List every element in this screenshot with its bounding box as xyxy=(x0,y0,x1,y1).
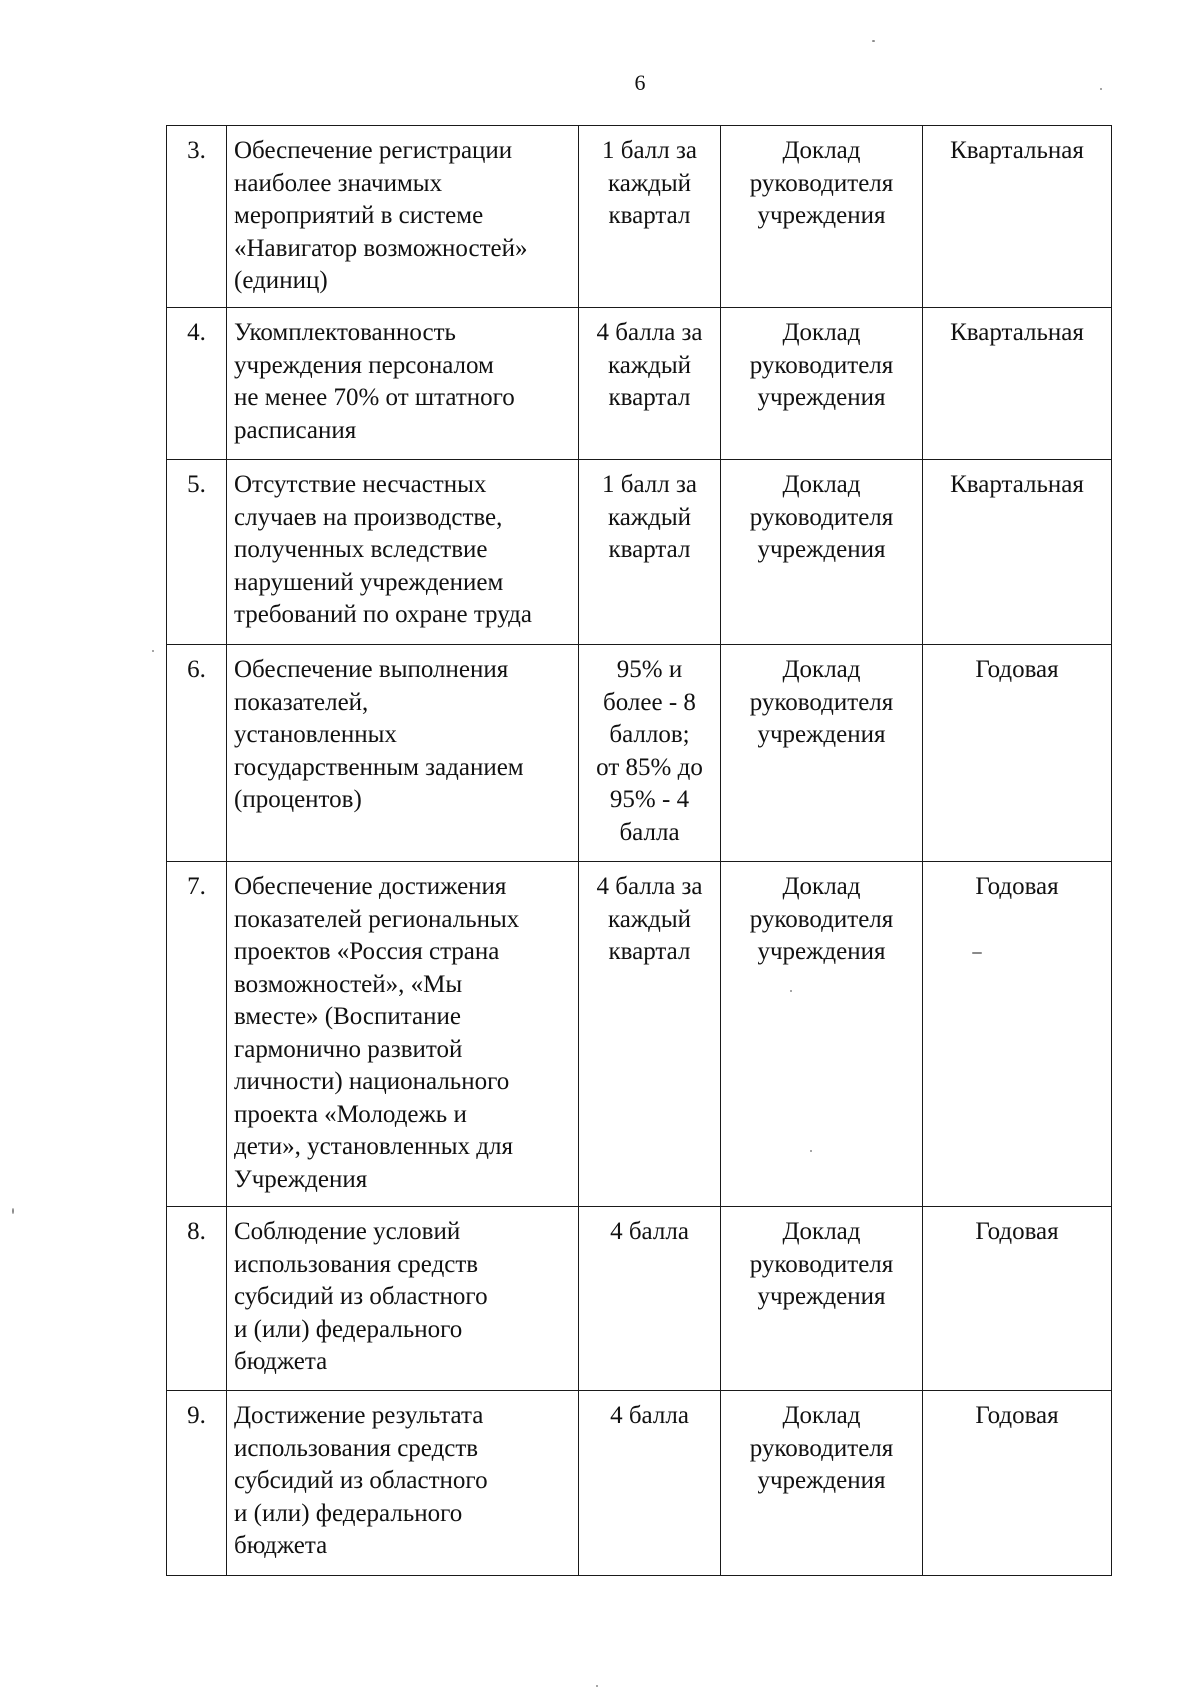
report-line: учреждения xyxy=(757,536,886,563)
description-line: Достижение результата xyxy=(234,1402,484,1429)
description-line: Обеспечение регистрации xyxy=(234,137,513,164)
report-form-cell xyxy=(721,1391,923,1576)
description-line: полученных вследствие xyxy=(234,536,488,563)
criterion-description-cell xyxy=(227,1391,579,1576)
description-line: использования средств xyxy=(234,1250,479,1278)
description-line: Обеспечение выполнения xyxy=(234,656,509,683)
score-line: более - 8 xyxy=(603,688,696,716)
score-cell xyxy=(579,1207,721,1391)
description-line: субсидий из областного xyxy=(234,1467,488,1494)
report-line: Доклад xyxy=(782,471,861,498)
score-cell xyxy=(579,308,721,460)
row-number: 5. xyxy=(187,471,206,498)
criterion-description-cell xyxy=(227,460,579,645)
periodicity: Квартальная xyxy=(950,319,1084,346)
score-cell xyxy=(579,1391,721,1576)
scan-speck xyxy=(810,1150,812,1152)
periodicity: Квартальная xyxy=(950,137,1084,164)
criterion-description-cell xyxy=(227,126,579,308)
scan-speck xyxy=(596,1685,598,1687)
description-line: не менее 70% от штатного xyxy=(234,384,515,411)
table-row xyxy=(167,1207,1112,1391)
table-row xyxy=(167,645,1112,862)
periodicity-cell xyxy=(923,460,1112,645)
report-line: руководителя xyxy=(749,688,894,716)
report-line: учреждения xyxy=(757,384,886,411)
report-line: Доклад xyxy=(782,319,861,346)
row-number: 6. xyxy=(187,656,206,683)
description-line: вместе» (Воспитание xyxy=(234,1003,461,1030)
report-line: Доклад xyxy=(782,1218,861,1245)
periodicity-cell xyxy=(923,126,1112,308)
score-cell xyxy=(579,645,721,862)
row-number-cell xyxy=(167,126,227,308)
report-line: учреждения xyxy=(757,1283,886,1310)
periodicity-cell xyxy=(923,862,1112,1207)
description-line: показателей региональных xyxy=(234,905,520,933)
periodicity-cell xyxy=(923,1391,1112,1576)
score-cell xyxy=(579,460,721,645)
report-line: Доклад xyxy=(782,137,861,164)
report-form-cell xyxy=(721,645,923,862)
row-number-cell xyxy=(167,460,227,645)
row-number-cell xyxy=(167,1391,227,1576)
scan-speck xyxy=(790,990,792,992)
report-line: учреждения xyxy=(757,202,886,229)
row-number: 8. xyxy=(187,1218,206,1245)
periodicity: Годовая xyxy=(975,656,1059,683)
description-line: Обеспечение достижения xyxy=(234,873,507,900)
report-form-cell xyxy=(721,126,923,308)
description-line: установленных xyxy=(234,721,397,748)
description-line: расписания xyxy=(234,416,357,444)
score-line: квартал xyxy=(608,938,691,965)
report-line: учреждения xyxy=(757,721,886,748)
criterion-description-cell xyxy=(227,862,579,1207)
description-line: проекта «Молодежь и xyxy=(234,1100,467,1128)
description-line: и (или) федерального xyxy=(234,1499,463,1527)
description-line: «Навигатор возможностей» xyxy=(234,234,528,262)
report-line: Доклад xyxy=(782,1402,861,1429)
scan-speck xyxy=(12,1208,14,1214)
page-number: 6 xyxy=(634,70,646,95)
periodicity: Квартальная xyxy=(950,471,1084,498)
row-number-cell xyxy=(167,645,227,862)
score-line: 1 балл за xyxy=(602,137,697,164)
score-line: от 85% до xyxy=(596,753,703,781)
score-line: каждый xyxy=(607,503,692,531)
table-row xyxy=(167,308,1112,460)
report-line: учреждения xyxy=(757,1467,886,1494)
score-line: каждый xyxy=(607,351,692,379)
scan-speck xyxy=(872,40,875,42)
description-line: дети», установленных для xyxy=(234,1133,513,1160)
description-line: Укомплектованность xyxy=(234,319,456,346)
table-row xyxy=(167,862,1112,1207)
score-line: 4 балла за xyxy=(596,319,703,346)
score-line: каждый xyxy=(607,169,692,197)
score-cell xyxy=(579,862,721,1207)
report-line: руководителя xyxy=(749,905,894,933)
description-line: мероприятий в системе xyxy=(234,202,484,229)
periodicity: Годовая xyxy=(975,1218,1059,1245)
description-line: (процентов) xyxy=(234,786,362,813)
report-line: учреждения xyxy=(757,938,886,965)
row-number: 7. xyxy=(187,873,206,900)
report-form-cell xyxy=(721,308,923,460)
score-line: 4 балла xyxy=(610,1402,689,1429)
score-line: квартал xyxy=(608,202,691,229)
report-form-cell xyxy=(721,1207,923,1391)
table-row xyxy=(167,460,1112,645)
report-line: Доклад xyxy=(782,873,861,900)
report-line: руководителя xyxy=(749,503,894,531)
report-line: Доклад xyxy=(782,656,861,683)
description-line: учреждения персоналом xyxy=(234,351,494,379)
report-form-cell xyxy=(721,862,923,1207)
scan-speck xyxy=(152,650,154,652)
row-number: 9. xyxy=(187,1402,206,1429)
score-line: квартал xyxy=(608,536,691,563)
description-line: (единиц) xyxy=(234,267,328,294)
report-line: руководителя xyxy=(749,1250,894,1278)
description-line: требований по охране труда xyxy=(234,601,532,628)
description-line: проектов «Россия страна xyxy=(234,938,500,965)
score-line: 95% и xyxy=(616,656,683,683)
row-number: 4. xyxy=(187,319,206,346)
description-line: бюджета xyxy=(234,1348,328,1375)
periodicity-cell xyxy=(923,1207,1112,1391)
periodicity-cell xyxy=(923,308,1112,460)
description-line: показателей, xyxy=(234,688,369,716)
table-body xyxy=(167,126,1112,1576)
score-line: 95% - 4 xyxy=(609,786,690,813)
score-line: 4 балла за xyxy=(596,873,703,900)
report-line: руководителя xyxy=(749,1434,894,1462)
row-number-cell xyxy=(167,1207,227,1391)
periodicity: Годовая xyxy=(975,873,1059,900)
score-line: балла xyxy=(619,818,680,846)
description-line: Учреждения xyxy=(234,1165,368,1193)
report-line: руководителя xyxy=(749,351,894,379)
scan-speck xyxy=(972,952,982,954)
score-cell xyxy=(579,126,721,308)
table-row xyxy=(167,1391,1112,1576)
score-line: 1 балл за xyxy=(602,471,697,498)
criterion-description-cell xyxy=(227,308,579,460)
row-number-cell xyxy=(167,308,227,460)
criteria-table xyxy=(166,125,1112,1576)
row-number-cell xyxy=(167,862,227,1207)
description-line: гармонично развитой xyxy=(234,1035,463,1063)
description-line: субсидий из областного xyxy=(234,1283,488,1310)
report-form-cell xyxy=(721,460,923,645)
periodicity-cell xyxy=(923,645,1112,862)
report-line: руководителя xyxy=(749,169,894,197)
description-line: нарушений учреждением xyxy=(234,568,504,596)
description-line: бюджета xyxy=(234,1532,328,1559)
description-line: случаев на производстве, xyxy=(234,503,503,531)
description-line: Соблюдение условий xyxy=(234,1218,461,1245)
description-line: личности) национального xyxy=(234,1068,510,1095)
description-line: использования средств xyxy=(234,1434,479,1462)
description-line: наиболее значимых xyxy=(234,169,443,197)
periodicity: Годовая xyxy=(975,1402,1059,1429)
description-line: Отсутствие несчастных xyxy=(234,471,487,498)
scan-speck xyxy=(1100,88,1102,90)
score-line: баллов; xyxy=(609,721,690,748)
description-line: государственным заданием xyxy=(234,753,524,781)
score-line: квартал xyxy=(608,384,691,411)
description-line: возможностей», «Мы xyxy=(234,970,463,998)
description-line: и (или) федерального xyxy=(234,1315,463,1343)
row-number: 3. xyxy=(187,137,206,164)
score-line: 4 балла xyxy=(610,1218,689,1245)
table-row xyxy=(167,126,1112,308)
criterion-description-cell xyxy=(227,1207,579,1391)
score-line: каждый xyxy=(607,905,692,933)
criterion-description-cell xyxy=(227,645,579,862)
